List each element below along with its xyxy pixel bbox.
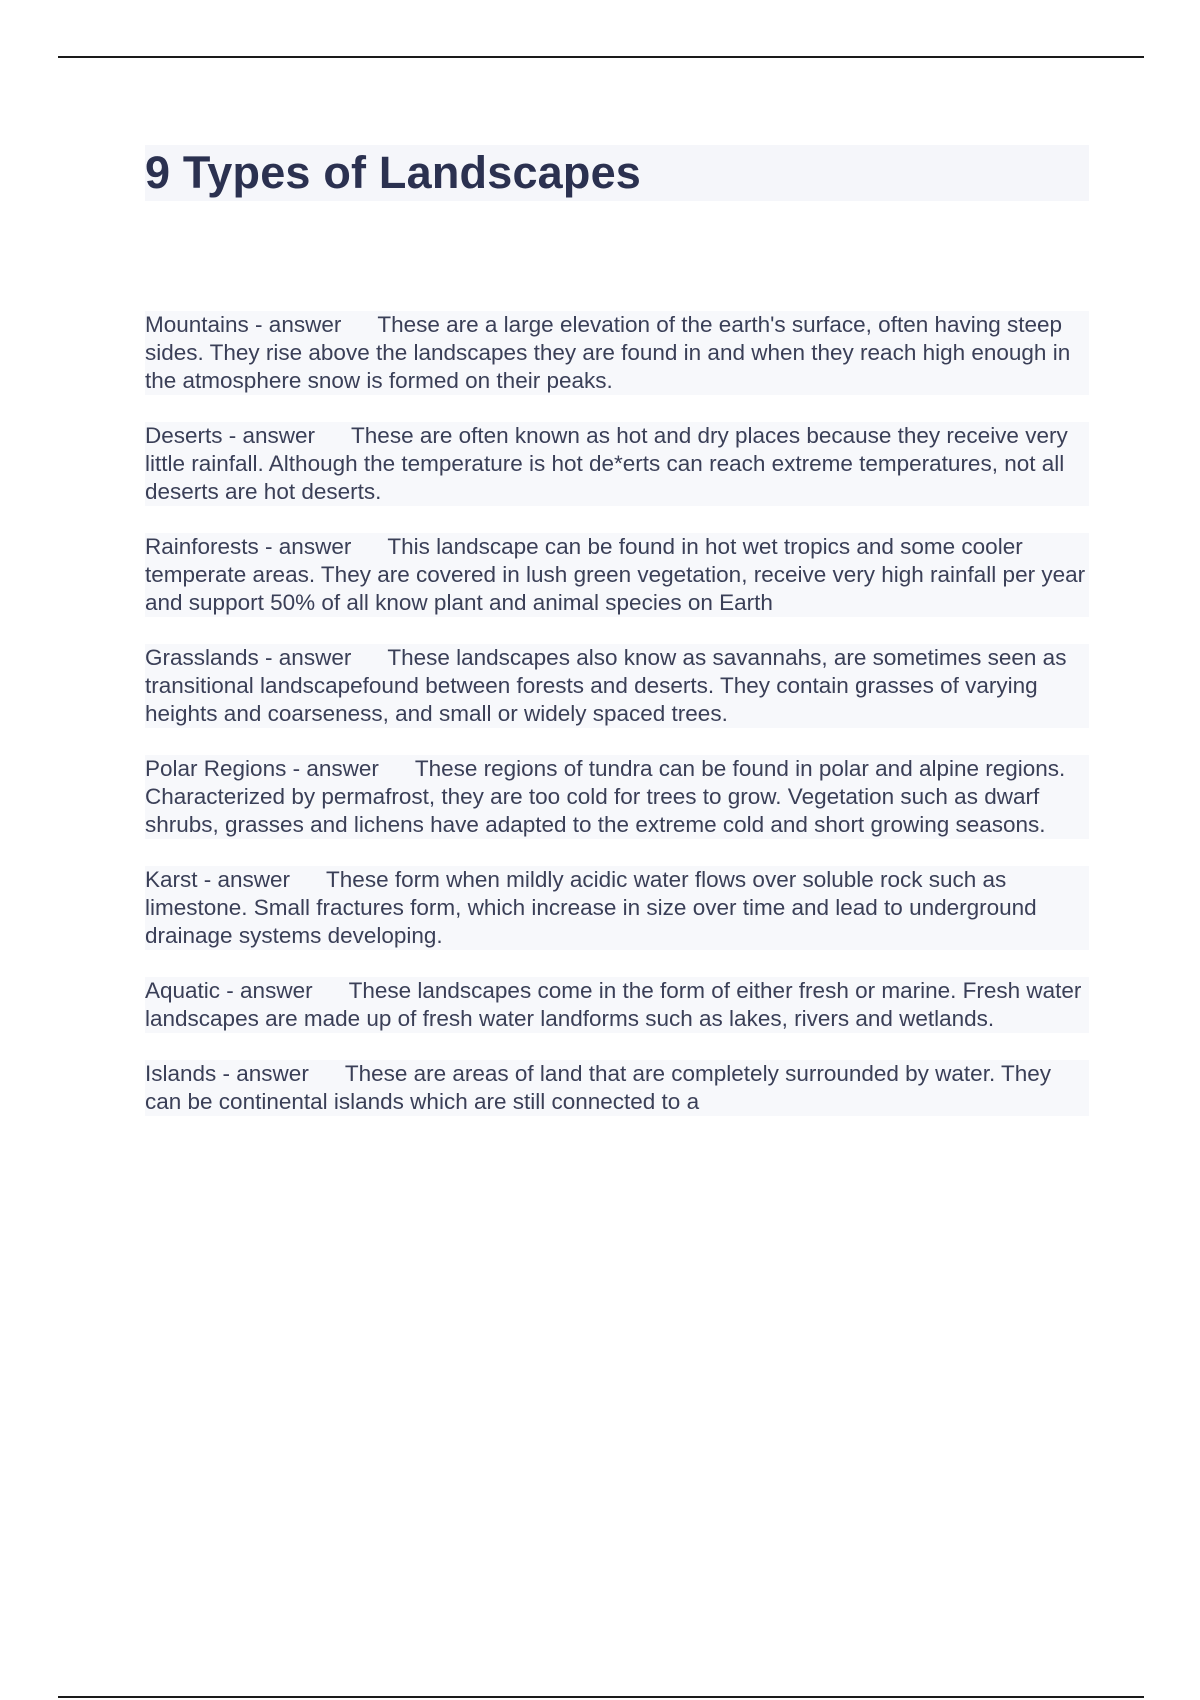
entry-term: Deserts - answer bbox=[145, 423, 316, 448]
page-title: 9 Types of Landscapes bbox=[145, 147, 642, 198]
entry-definition: These are areas of land that are completely surrounded by water. They can be continental islands which are still connected to a bbox=[145, 1061, 1052, 1114]
entry-definition: These are often known as hot and dry places because they receive very little rainfall. Although the temperature is hot de*erts can reach extreme temperatures, not all deserts are hot deserts. bbox=[145, 423, 1068, 504]
entry-term: Rainforests - answer bbox=[145, 534, 352, 559]
entry-rainforests bbox=[145, 533, 1089, 617]
document-body bbox=[145, 145, 1089, 1143]
entry-aquatic bbox=[145, 977, 1089, 1033]
entry-deserts bbox=[145, 422, 1089, 506]
title-block bbox=[145, 145, 1089, 201]
entry-polar-regions bbox=[145, 755, 1089, 839]
entry-mountains bbox=[145, 311, 1089, 395]
entry-term: Karst - answer bbox=[145, 867, 291, 892]
bottom-divider bbox=[58, 1696, 1144, 1698]
top-divider bbox=[58, 56, 1144, 58]
entry-islands bbox=[145, 1060, 1089, 1116]
entry-definition: These landscapes also know as savannahs, are sometimes seen as transitional landscapefound between forests and deserts. They contain grasses of varying heights and coarseness, and small or widely spaced trees. bbox=[145, 645, 1067, 726]
entry-list bbox=[145, 311, 1089, 1116]
entry-definition: These regions of tundra can be found in polar and alpine regions. Characterized by permafrost, they are too cold for trees to grow. Vegetation such as dwarf shrubs, grasses and lichens have adapted to the extreme cold and short growing seasons. bbox=[145, 756, 1066, 837]
entry-definition: This landscape can be found in hot wet tropics and some cooler temperate areas. They are covered in lush green vegetation, receive very high rainfall per year and support 50% of all know plant and animal species on Earth bbox=[145, 534, 1086, 615]
entry-term: Polar Regions - answer bbox=[145, 756, 379, 781]
entry-definition: These landscapes come in the form of either fresh or marine. Fresh water landscapes are made up of fresh water landforms such as lakes, rivers and wetlands. bbox=[145, 978, 1082, 1031]
entry-term: Aquatic - answer bbox=[145, 978, 313, 1003]
entry-grasslands bbox=[145, 644, 1089, 728]
entry-term: Islands - answer bbox=[145, 1061, 309, 1086]
entry-definition: These are a large elevation of the earth's surface, often having steep sides. They rise above the landscapes they are found in and when they reach high enough in the atmosphere snow is formed on their peaks. bbox=[145, 312, 1071, 393]
entry-term: Grasslands - answer bbox=[145, 645, 352, 670]
entry-definition: These form when mildly acidic water flows over soluble rock such as limestone. Small fractures form, which increase in size over time and lead to underground drainage systems developing. bbox=[145, 867, 1037, 948]
entry-term: Mountains - answer bbox=[145, 312, 342, 337]
entry-karst bbox=[145, 866, 1089, 950]
